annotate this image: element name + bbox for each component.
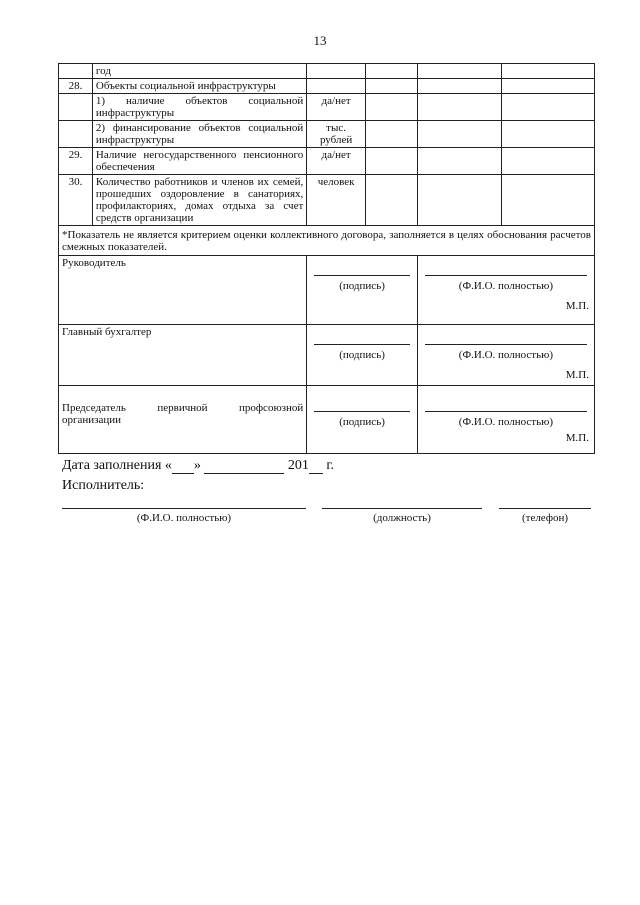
row-number: 28. xyxy=(59,79,93,94)
row-number xyxy=(59,121,93,148)
month-blank[interactable] xyxy=(204,473,284,474)
row-number: 30. xyxy=(59,175,93,226)
fill-date-suffix: г. xyxy=(326,458,335,473)
seal-place: М.П. xyxy=(565,432,589,444)
indicators-table xyxy=(58,63,595,454)
row-unit xyxy=(307,64,366,79)
executor-position-caption: (должность) xyxy=(373,512,431,524)
executor-position-line[interactable] xyxy=(322,508,482,509)
value-cell xyxy=(365,121,417,148)
table-row xyxy=(59,64,595,79)
row-number xyxy=(59,94,93,121)
signature-line xyxy=(314,275,410,276)
signature-role: Руководитель xyxy=(59,256,307,325)
executor-fio-caption: (Ф.И.О. полностью) xyxy=(136,512,232,524)
name-caption: (Ф.И.О. полностью) xyxy=(458,349,554,361)
signature-row xyxy=(59,386,595,454)
row-number xyxy=(59,64,93,79)
row-unit: да/нет xyxy=(307,94,366,121)
table-row xyxy=(59,79,595,94)
row-unit: да/нет xyxy=(307,148,366,175)
table-row xyxy=(59,148,595,175)
fill-date-quote: » xyxy=(193,458,201,473)
footnote: *Показатель не является критерием оценки коллективного договора, заполняется в целях обоснования расчетов смежных показателей. xyxy=(59,226,595,256)
signature-line xyxy=(314,411,410,412)
name-caption: (Ф.И.О. полностью) xyxy=(458,280,554,292)
value-cell xyxy=(365,94,417,121)
row-name: Количество работников и членов их семей, прошедших оздоровление в санаториях, профилакториях, домах отдыха за счет средств организации xyxy=(92,175,306,226)
executor-label: Исполнитель: xyxy=(62,478,145,493)
row-unit xyxy=(307,79,366,94)
signature-role: Главный бухгалтер xyxy=(59,325,307,386)
seal-place: М.П. xyxy=(565,369,589,381)
signature-line xyxy=(314,344,410,345)
row-unit: тыс. рублей xyxy=(307,121,366,148)
signature-field xyxy=(307,325,418,386)
value-cell xyxy=(417,94,501,121)
value-cell xyxy=(502,64,595,79)
page-number: 13 xyxy=(313,33,327,48)
value-cell xyxy=(417,148,501,175)
name-line xyxy=(425,411,587,412)
value-cell xyxy=(365,175,417,226)
signature-field xyxy=(307,386,418,454)
name-field xyxy=(417,256,594,325)
fill-date-year: 201 xyxy=(287,458,309,473)
row-name: Наличие негосударственного пенсионного обеспечения xyxy=(92,148,306,175)
row-name: год xyxy=(92,64,306,79)
value-cell xyxy=(417,64,501,79)
table-row xyxy=(59,175,595,226)
name-field xyxy=(417,386,594,454)
year-blank[interactable] xyxy=(309,473,323,474)
signature-caption: (подпись) xyxy=(339,349,385,361)
executor-phone-line[interactable] xyxy=(499,508,591,509)
fill-date-label: Дата заполнения « xyxy=(62,458,172,473)
row-name: Объекты социальной инфраструктуры xyxy=(92,79,306,94)
row-unit: человек xyxy=(307,175,366,226)
row-name: 1) наличие объектов социальной инфраструктуры xyxy=(92,94,306,121)
value-cell xyxy=(417,79,501,94)
value-cell xyxy=(417,121,501,148)
value-cell xyxy=(502,79,595,94)
value-cell xyxy=(502,148,595,175)
value-cell xyxy=(417,175,501,226)
name-caption: (Ф.И.О. полностью) xyxy=(458,416,554,428)
signature-row xyxy=(59,325,595,386)
signature-role: Председатель первичной профсоюзной организации xyxy=(59,386,307,454)
name-line xyxy=(425,344,587,345)
value-cell xyxy=(502,94,595,121)
footnote-row xyxy=(59,226,595,256)
value-cell xyxy=(502,121,595,148)
signature-field xyxy=(307,256,418,325)
table-row xyxy=(59,94,595,121)
table-row xyxy=(59,121,595,148)
seal-place: М.П. xyxy=(565,300,589,312)
executor-phone-caption: (телефон) xyxy=(521,512,569,524)
value-cell xyxy=(502,175,595,226)
executor-fio-line[interactable] xyxy=(62,508,306,509)
value-cell xyxy=(365,64,417,79)
name-field xyxy=(417,325,594,386)
fill-date-line xyxy=(62,458,334,474)
value-cell xyxy=(365,148,417,175)
row-name: 2) финансирование объектов социальной инфраструктуры xyxy=(92,121,306,148)
row-number: 29. xyxy=(59,148,93,175)
value-cell xyxy=(365,79,417,94)
day-blank[interactable] xyxy=(172,473,194,474)
signature-caption: (подпись) xyxy=(339,416,385,428)
signature-caption: (подпись) xyxy=(339,280,385,292)
signature-row xyxy=(59,256,595,325)
name-line xyxy=(425,275,587,276)
